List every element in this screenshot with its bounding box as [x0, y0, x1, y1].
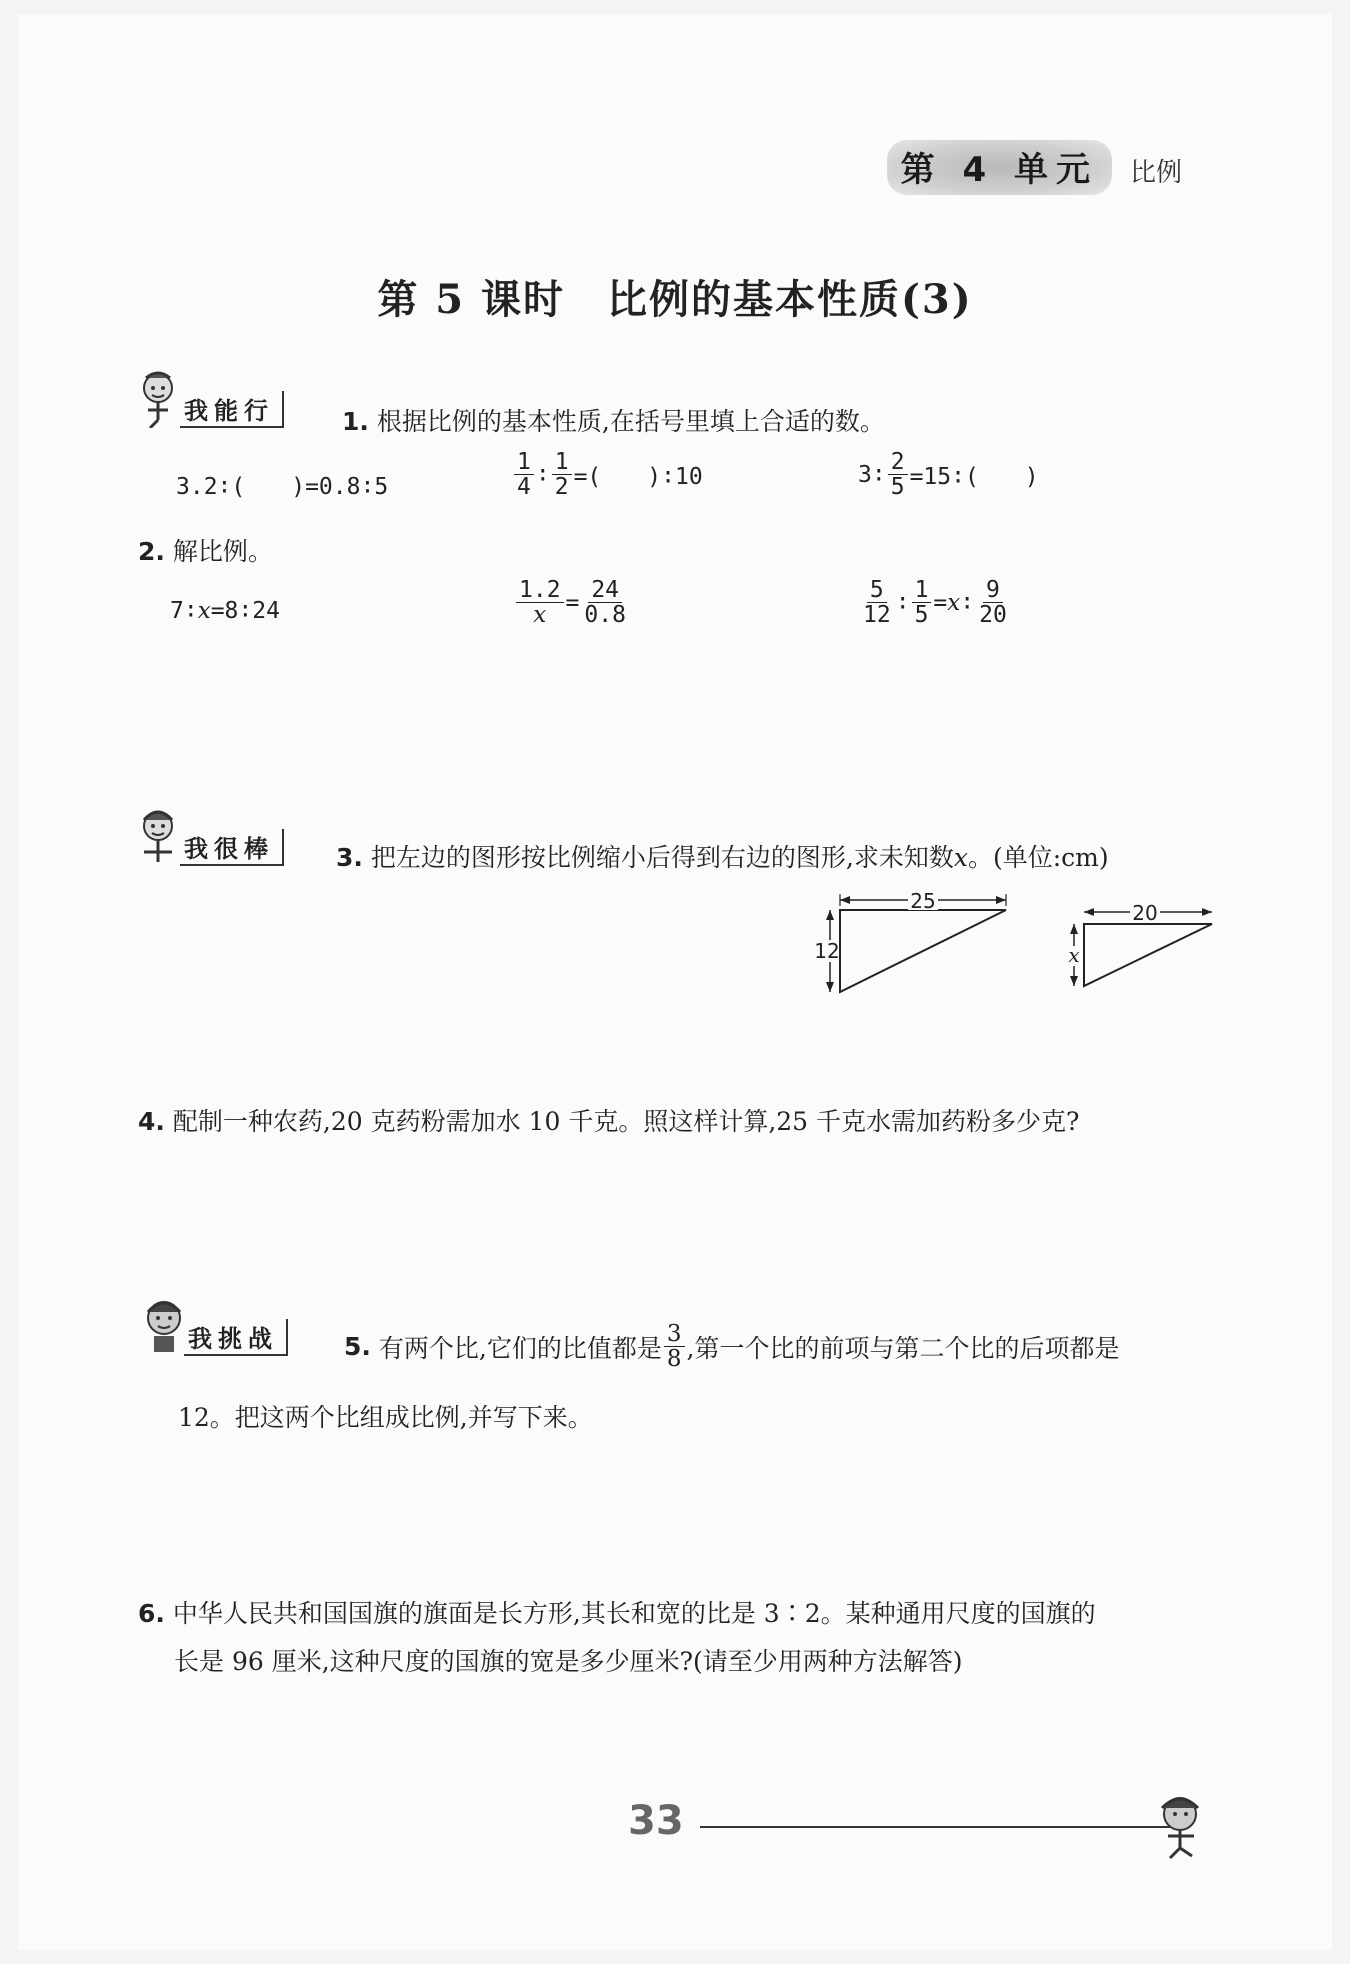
- fraction: $\frac{3}{8}$: [664, 1322, 685, 1371]
- q4-text: 配制一种农药,20 克药粉需加水 10 千克。照这样计算,25 千克水需加药粉多少克?: [172, 1107, 1080, 1136]
- page-number: 33: [628, 1798, 684, 1844]
- q6-line2: 长是 96 厘米,这种尺度的国旗的宽是多少厘米?(请至少用两种方法解答): [174, 1647, 963, 1676]
- badge-can-label: 我能行: [180, 391, 284, 428]
- q3-number: 3.: [336, 843, 363, 872]
- q1-item-a: 3.2∶( )=0.8∶5: [176, 474, 389, 500]
- lesson-title: 第 5 课时 比例的基本性质(3): [377, 276, 973, 323]
- q6-number: 6.: [138, 1599, 165, 1628]
- mascot-boy-icon: [140, 1296, 190, 1356]
- figure-right-triangle: [1066, 901, 1212, 986]
- badge-challenge: [140, 1296, 288, 1356]
- figure-left-top-label: 25: [910, 889, 936, 913]
- q3-figures: [810, 888, 1230, 998]
- q6-line1: 中华人民共和国国旗的旗面是长方形,其长和宽的比是 3∶2。某种通用尺度的国旗的: [172, 1599, 1096, 1628]
- q2-item-b: $\frac{1.2}{x}$ = $\frac{24}{0.8}$: [514, 578, 631, 627]
- fraction: $\frac{2}{5}$: [888, 450, 908, 499]
- q2-text: 解比例。: [172, 537, 273, 566]
- question-5: 5. 有两个比,它们的比值都是 $\frac{3}{8}$ ,第一个比的前项与第二个比的后项都是: [344, 1321, 1120, 1373]
- mascot-footer-icon: [1150, 1790, 1230, 1860]
- question-4: [138, 1102, 1079, 1138]
- question-6: [138, 1594, 1096, 1630]
- fraction: $\frac{9}{20}$: [979, 577, 1007, 629]
- badge-challenge-label: 我挑战: [184, 1319, 288, 1356]
- fraction: $\frac{1.2}{x}$: [516, 578, 564, 627]
- q2-item-c: $\frac{5}{12}$ ∶ $\frac{1}{5}$ = x ∶ $\frac{9}{20}$: [858, 578, 1012, 627]
- footer-rule: [700, 1826, 1180, 1828]
- unit-label: 第 4 单元: [887, 140, 1112, 195]
- q2-number: 2.: [138, 537, 165, 566]
- question-1: [342, 402, 885, 438]
- badge-great: [136, 806, 284, 866]
- q1-item-b: $\frac{1}{4}$ ∶ $\frac{1}{2}$ =( )∶10: [512, 450, 703, 499]
- q5-number: 5.: [344, 1332, 371, 1362]
- fraction: $\frac{1}{4}$: [514, 450, 534, 499]
- figure-right-side-label: x: [1068, 943, 1080, 967]
- unit-header: [887, 140, 1182, 195]
- fraction: $\frac{1}{5}$: [912, 578, 932, 627]
- badge-can: [136, 368, 284, 428]
- q2-item-a: 7∶x=8∶24: [170, 598, 280, 624]
- figure-right-top-label: 20: [1132, 901, 1158, 925]
- q1-item-c: 3∶ $\frac{2}{5}$ =15∶( ): [858, 449, 1039, 501]
- badge-great-label: 我很棒: [180, 829, 284, 866]
- question-2: [138, 532, 273, 568]
- fraction: $\frac{24}{0.8}$: [584, 577, 626, 629]
- q1-number: 1.: [342, 407, 369, 436]
- q4-number: 4.: [138, 1107, 165, 1136]
- question-3: 3. 把左边的图形按比例缩小后得到右边的图形,求未知数x。(单位:cm): [336, 843, 1109, 872]
- figure-left-side-label: 12: [814, 939, 840, 963]
- q5-line2: 12。把这两个比组成比例,并写下来。: [178, 1403, 593, 1432]
- mascot-girl-icon: [136, 368, 186, 428]
- fraction: $\frac{1}{2}$: [552, 450, 572, 499]
- unit-topic: 比例: [1129, 158, 1182, 188]
- figure-left-triangle: [814, 889, 1006, 992]
- mascot-girl-icon: [136, 806, 186, 866]
- fraction: $\frac{5}{12}$: [863, 577, 891, 629]
- q1-text: 根据比例的基本性质,在括号里填上合适的数。: [376, 407, 885, 436]
